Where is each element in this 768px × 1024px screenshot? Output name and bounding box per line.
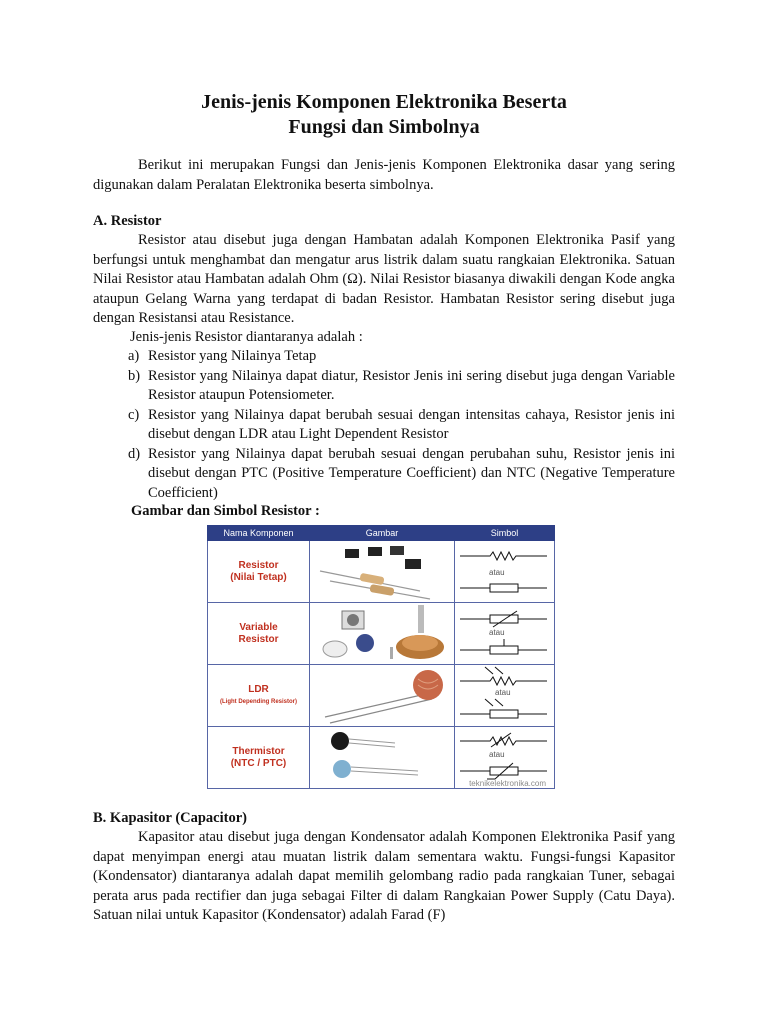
intro-paragraph: Berikut ini merupakan Fungsi dan Jenis-jenis Komponen Elektronika dasar yang sering digunakan dalam Peralatan Elektronika beserta simbolnya.: [93, 157, 675, 193]
list-item: [128, 445, 675, 504]
ldr-symbol: [455, 665, 555, 727]
list-marker: d): [128, 445, 141, 462]
atau-label: atau: [489, 568, 505, 577]
component-name: LDR (Light Depending Resistor): [208, 665, 310, 727]
list-item-text: Resistor yang Nilainya dapat berubah sesuai dengan intensitas cahaya, Resistor jenis ini disebut dengan LDR atau Light Dependent Resistor: [148, 406, 675, 442]
header-nama-komponen: Nama Komponen: [208, 526, 310, 541]
page-title: [0, 90, 768, 140]
list-item: [128, 347, 675, 367]
variable-resistor-symbol: [455, 603, 555, 665]
section-a-body: Resistor atau disebut juga dengan Hambatan adalah Komponen Elektronika Pasif yang berfungsi untuk menghambat dan mengatur arus listrik dalam suatu rangkaian Elektronika. Satuan Nilai Resistor atau Hambatan adalah Ohm (Ω). Nilai Resistor biasanya diwakili dengan Kode angka ataupun Gelang Warna yang terdapat di badan Resistor. Hambatan Resistor sering disebut juga dengan Resistansi atau Resistance.: [93, 232, 675, 326]
table-row: [208, 541, 555, 603]
title-line-2: Fungsi dan Simbolnya: [288, 116, 480, 138]
figure-watermark: teknikelektronika.com: [469, 779, 546, 788]
title-line-1: Jenis-jenis Komponen Elektronika Beserta: [201, 91, 567, 113]
resistor-figure: [207, 525, 554, 790]
list-item-text: Resistor yang Nilainya dapat diatur, Resistor Jenis ini sering disebut juga dengan Variable Resistor ataupun Potensiometer.: [148, 367, 675, 403]
thermistor-image: [310, 727, 455, 789]
list-item-text: Resistor yang Nilainya Tetap: [148, 348, 317, 364]
list-marker: a): [128, 348, 140, 364]
list-item: [128, 406, 675, 445]
list-marker: c): [128, 406, 140, 423]
component-name: Variable Resistor: [208, 603, 310, 665]
table-row: [208, 665, 555, 727]
figure-caption: Gambar dan Simbol Resistor :: [131, 503, 320, 519]
atau-label: atau: [495, 688, 511, 697]
resistor-table: [207, 525, 555, 789]
resistor-types-intro: Jenis-jenis Resistor diantaranya adalah :: [130, 329, 363, 345]
ldr-image: [310, 665, 455, 727]
resistor-image: [310, 541, 455, 603]
component-name: Resistor (Nilai Tetap): [208, 541, 310, 603]
section-b-body: Kapasitor atau disebut juga dengan Kondensator adalah Komponen Elektronika Pasif yang dapat menyimpan energi atau muatan listrik dalam sementara waktu. Fungsi-fungsi Kapasitor (Kondensator) diantaranya adalah dapat memilih gelombang radio pada rangkaian Tuner, sebagai perata arus pada rectifier dan juga sebagai Filter di dalam Rangkaian Power Supply (Catu Daya). Satuan nilai untuk Kapasitor (Kondensator) adalah Farad (F): [93, 829, 675, 923]
list-item-text: Resistor yang Nilainya dapat berubah sesuai dengan perubahan suhu, Resistor jenis ini disebut dengan PTC (Positive Temperature Coefficient) dan NTC (Negative Temperature Coefficient): [148, 445, 675, 501]
header-gambar: Gambar: [310, 526, 455, 541]
header-simbol: Simbol: [455, 526, 555, 541]
component-name: Thermistor (NTC / PTC): [208, 727, 310, 789]
section-a-heading: A. Resistor: [93, 213, 162, 229]
atau-label: atau: [489, 628, 505, 637]
atau-label: atau: [489, 750, 505, 759]
list-marker: b): [128, 367, 141, 384]
section-b-heading: B. Kapasitor (Capacitor): [93, 810, 247, 826]
list-item: [128, 367, 675, 406]
resistor-symbol: [455, 541, 555, 603]
table-row: [208, 603, 555, 665]
variable-resistor-image: [310, 603, 455, 665]
resistor-types-list: [128, 347, 675, 503]
